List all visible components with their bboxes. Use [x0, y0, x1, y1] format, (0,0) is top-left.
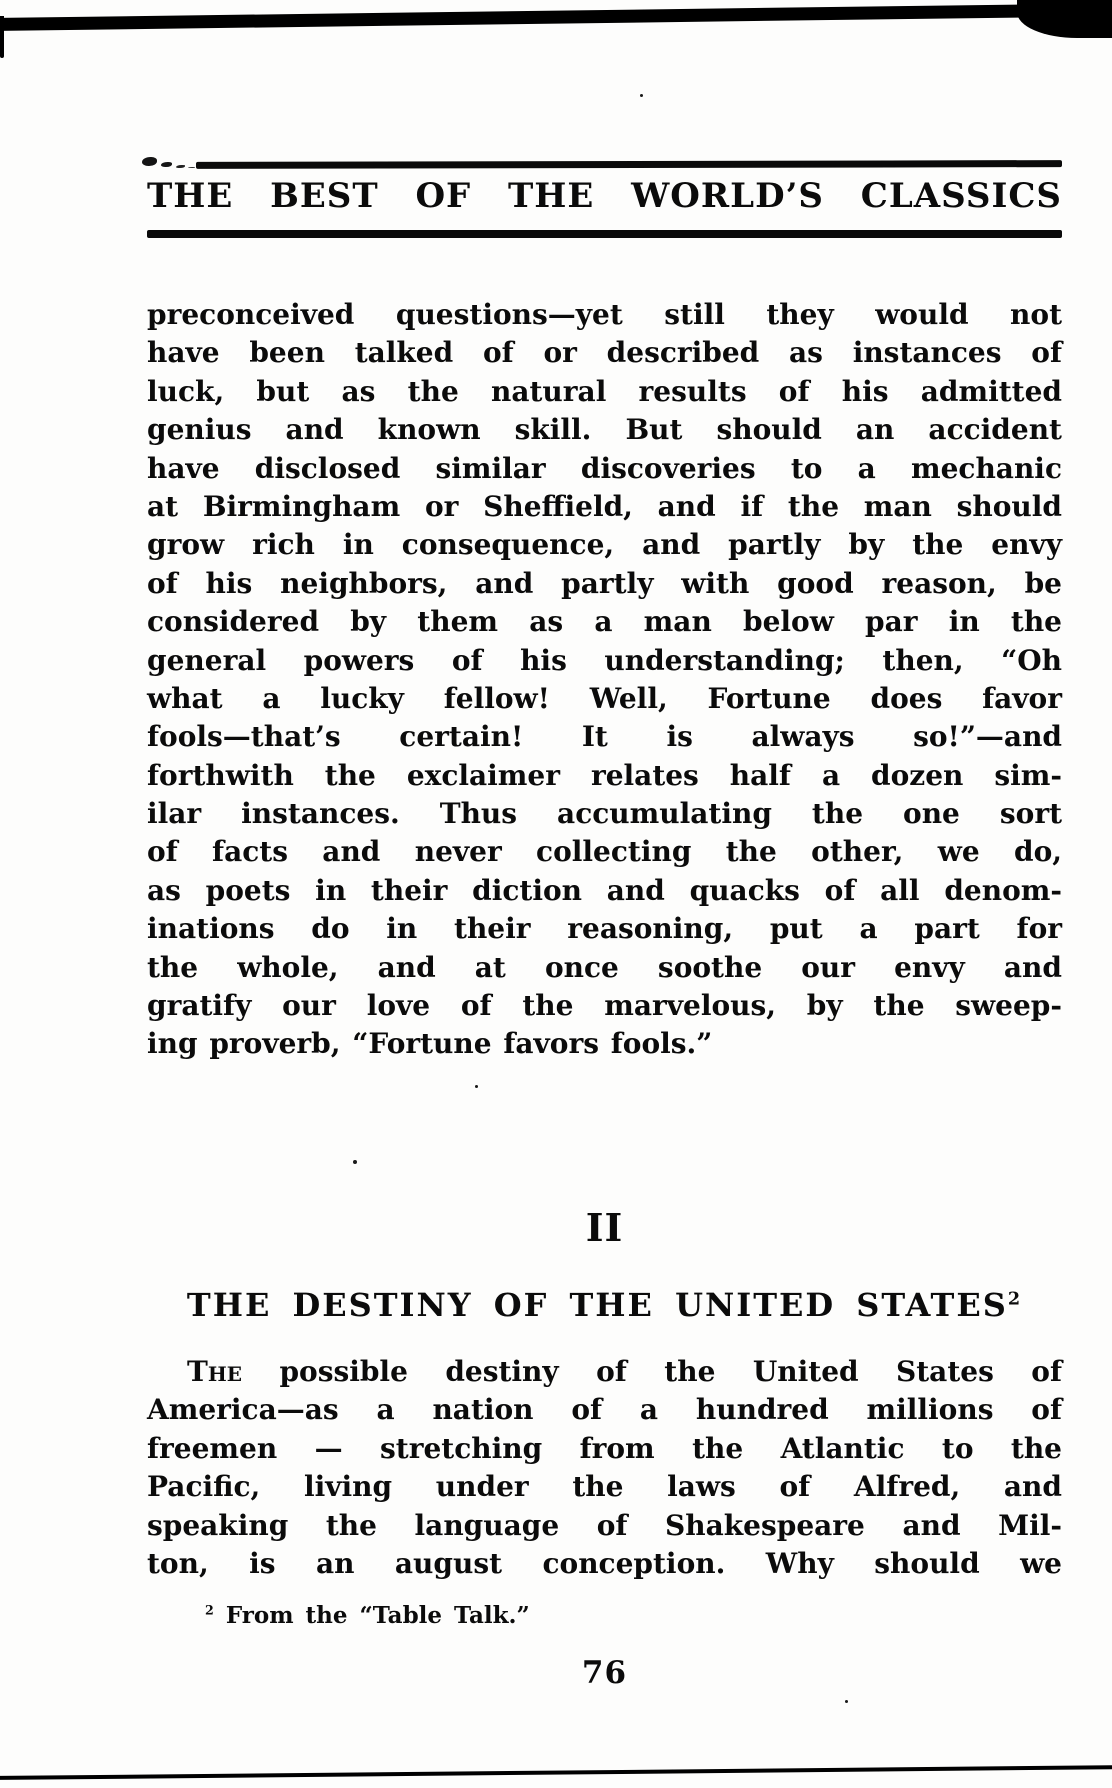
text-line: of his neighbors, and partly with good reason, be	[147, 566, 1062, 600]
text-line	[147, 1353, 1062, 1391]
text-line: speaking the language of Shakespeare and Mil-	[147, 1508, 1062, 1542]
header-rule-top	[196, 160, 1062, 169]
text-line: genius and known skill. But should an accident	[147, 413, 1062, 447]
lead-word: The	[187, 1355, 242, 1388]
page-number: 76	[581, 1655, 628, 1691]
header-rule-bottom	[147, 230, 1062, 238]
scan-speck	[353, 1160, 357, 1164]
section-title-text: THE DESTINY OF THE UNITED STATES	[186, 1286, 1008, 1324]
text-line: what a lucky fellow! Well, Fortune does favor	[147, 681, 1062, 715]
first-line-text: possible destiny of the United States of	[279, 1355, 1062, 1388]
scan-speck	[640, 94, 643, 97]
footnote-marker-icon: 2	[205, 1602, 214, 1618]
text-line: freemen — stretching from the Atlantic to the	[147, 1431, 1062, 1465]
footnote-marker-icon: 2	[1007, 1288, 1023, 1310]
scan-artifact-smudge	[142, 157, 157, 166]
text-line: general powers of his understanding; then, “Oh	[147, 643, 1062, 677]
text-line: preconceived questions—yet still they would not	[147, 298, 1062, 331]
text-line: have disclosed similar discoveries to a mechanic	[147, 451, 1062, 485]
text-line: forthwith the exclaimer relates half a dozen sim-	[147, 758, 1062, 792]
text-line: ing proverb, “Fortune favors fools.”	[147, 1027, 713, 1061]
body-paragraph-continuation	[147, 296, 1062, 1064]
running-header: THE BEST OF THE WORLD’S CLASSICS	[147, 176, 1062, 216]
text-line: as poets in their diction and quacks of all denom-	[147, 873, 1062, 907]
section-number: II	[585, 1205, 624, 1250]
text-line: inations do in their reasoning, put a part for	[147, 912, 1062, 946]
body-paragraph	[147, 1353, 1062, 1583]
scan-artifact-top-edge	[0, 3, 1112, 31]
text-line: fools—that’s certain! It is always so!”—and	[147, 720, 1062, 754]
text-line: America—as a nation of a hundred millions of	[147, 1393, 1062, 1427]
text-line: ton, is an august conception. Why should we	[147, 1546, 1062, 1580]
text-line: Pacific, living under the laws of Alfred, and	[147, 1470, 1062, 1504]
footnote-text: From the “Table Talk.”	[225, 1602, 530, 1629]
scan-artifact-top-right-corner	[1017, 0, 1112, 38]
scan-speck	[845, 1700, 848, 1703]
text-line: considered by them as a man below par in the	[147, 605, 1062, 639]
text-line: have been talked of or described as instances of	[147, 336, 1062, 370]
text-line: of facts and never collecting the other, we do,	[147, 835, 1062, 869]
text-line: ilar instances. Thus accumulating the one sort	[147, 797, 1062, 831]
text-line: at Birmingham or Sheffield, and if the man should	[147, 489, 1062, 523]
scan-speck	[475, 1085, 478, 1088]
footnote	[147, 1601, 1062, 1631]
scan-artifact-bottom-edge	[0, 1765, 1112, 1780]
scan-artifact-left-edge	[0, 16, 4, 58]
section-title	[147, 1284, 1062, 1326]
text-line: luck, but as the natural results of his admitted	[147, 374, 1062, 408]
text-line: grow rich in consequence, and partly by the envy	[147, 528, 1062, 562]
text-line: the whole, and at once soothe our envy and	[147, 950, 1062, 984]
text-line: gratify our love of the marvelous, by the sweep-	[147, 989, 1062, 1023]
